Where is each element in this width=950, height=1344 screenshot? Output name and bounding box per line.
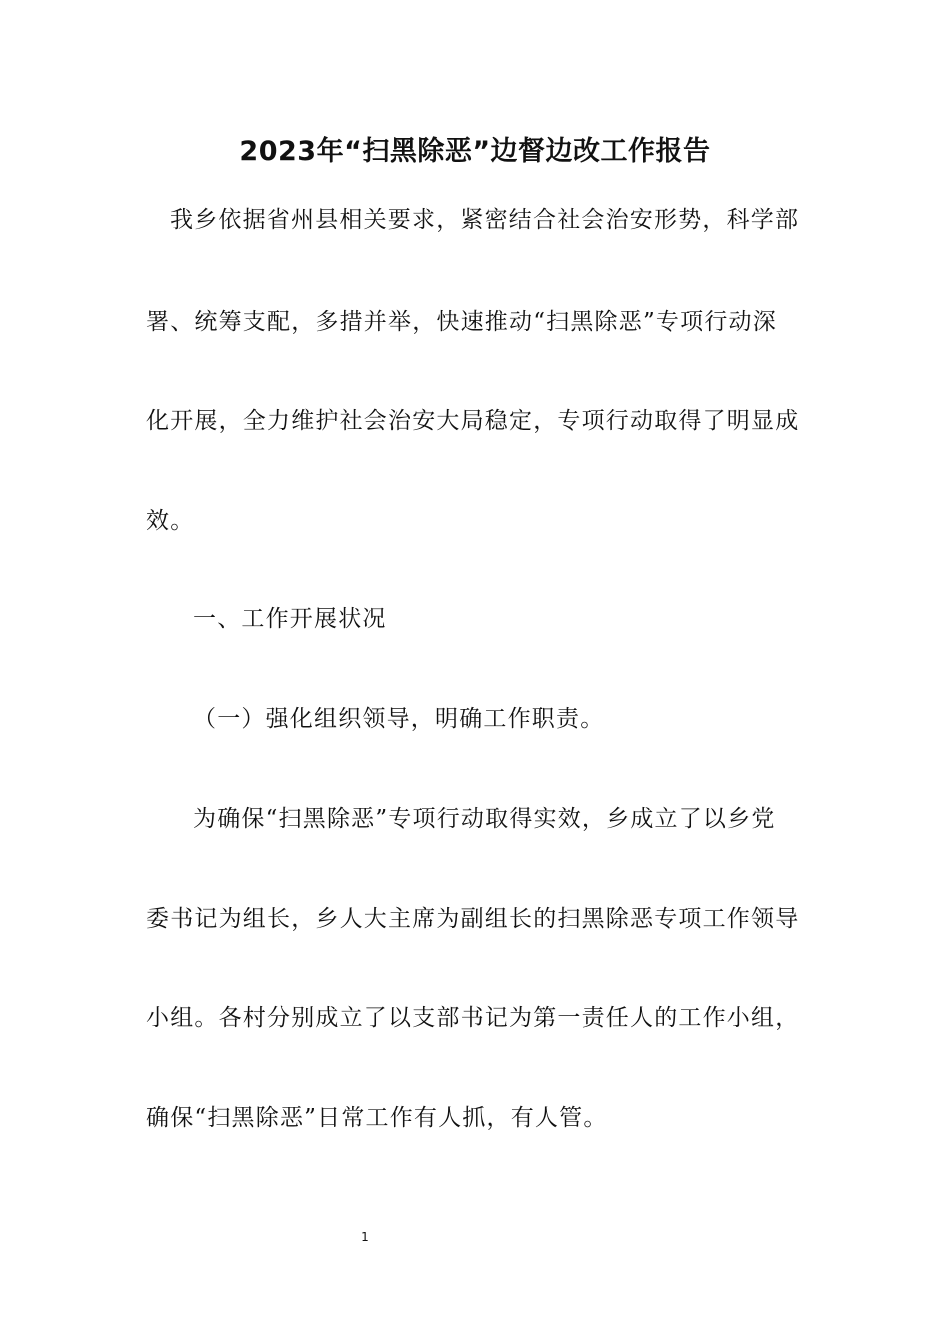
- subsection-heading: （一）强化组织领导，明确工作职责。: [193, 706, 605, 732]
- paragraph-line: 我乡依据省州县相关要求，紧密结合社会治安形势，科学部: [170, 207, 800, 233]
- paragraph-line: 确保“扫黑除恶”日常工作有人抓，有人管。: [146, 1105, 608, 1131]
- paragraph-line: 效。: [146, 508, 195, 534]
- paragraph-line: 小组。各村分别成立了以支部书记为第一责任人的工作小组，: [146, 1005, 800, 1031]
- document-title: 2023年“扫黑除恶”边督边改工作报告: [239, 136, 711, 167]
- paragraph-line: 化开展，全力维护社会治安大局稳定，专项行动取得了明显成: [146, 408, 800, 434]
- section-heading: 一、工作开展状况: [193, 606, 387, 632]
- paragraph-line: 委书记为组长，乡人大主席为副组长的扫黑除恶专项工作领导: [146, 906, 800, 932]
- paragraph-line: 署、统筹支配，多措并举，快速推动“扫黑除恶”专项行动深: [146, 309, 777, 335]
- paragraph-line: 为确保“扫黑除恶”专项行动取得实效，乡成立了以乡党: [193, 806, 776, 832]
- page-number: 1: [361, 1230, 369, 1244]
